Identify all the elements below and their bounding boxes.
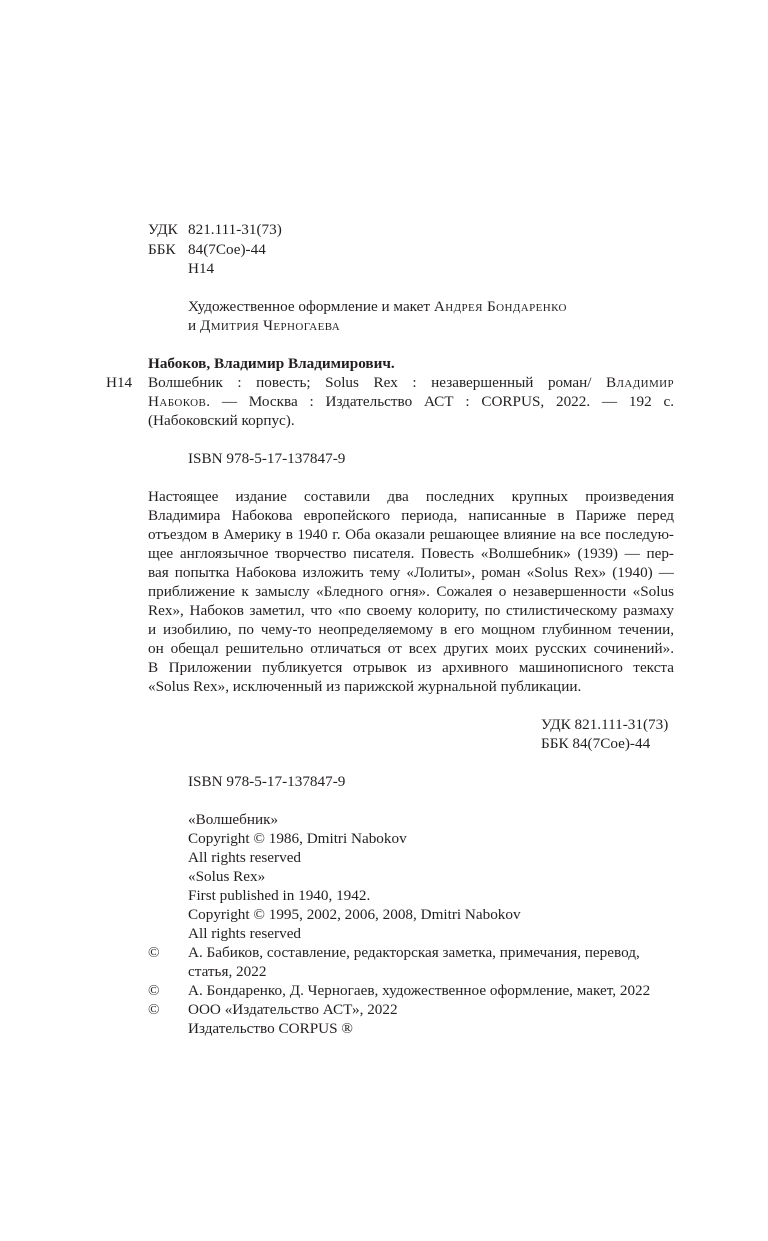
annotation-last-line: «Solus Rex», исключенный из парижской журнальной публикации.: [148, 678, 582, 695]
design-credit-line-1: [188, 297, 567, 316]
design-credit-line-2: [188, 316, 340, 335]
bibliography-margin-mark: Н14: [106, 374, 133, 391]
annotation-line: щее англоязычное творчество писателя. Повесть «Волшебник» (1939) — пер-: [148, 545, 674, 562]
bibliography-line-1: [148, 373, 674, 392]
annotation-line: В Приложении публикуется отрывок из архивного машинописного текста: [148, 659, 674, 676]
udk-label: УДК: [148, 221, 178, 238]
copyright-symbol: ©: [148, 1001, 160, 1018]
designer-name-1: Андрея Бондаренко: [433, 298, 567, 315]
bbk-label: ББК: [148, 241, 176, 258]
bibliography-series: (Набоковский корпус).: [148, 412, 295, 429]
copyright-line: All rights reserved: [188, 925, 302, 942]
annotation-line: Владимира Набокова европейского периода, написанные в Париже перед: [148, 507, 674, 524]
bbk-right: ББК 84(7Сое)-44: [541, 735, 651, 752]
copyright-entry-continued: статья, 2022: [188, 963, 267, 980]
isbn-bottom: ISBN 978-5-17-137847-9: [188, 773, 346, 790]
annotation-line: он обещал решительно отличаться от всех других моих русских сочинений».: [148, 640, 674, 657]
bibliography-imprint: . — Москва : Издательство АСТ : CORPUS, 2022. — 192 с.: [206, 393, 674, 410]
isbn-top: ISBN 978-5-17-137847-9: [188, 450, 346, 467]
copyright-entry: А. Бабиков, составление, редакторская заметка, примечания, перевод,: [188, 944, 640, 961]
bibliography-title: Волшебник : повесть; Solus Rex : незавершенный роман/: [148, 374, 606, 391]
bibliography-author-last: Набоков: [148, 393, 207, 410]
bbk-value: 84(7Сое)-44: [188, 241, 266, 258]
udk-value: 821.111-31(73): [188, 221, 282, 238]
publisher-mark: Издательство CORPUS ®: [188, 1020, 353, 1037]
annotation-line: и изобилию, по чему-то неопределяемому в его мощном глубинном течении,: [148, 621, 674, 638]
annotation-line: приближение к замыслу «Бледного огня». Сожалея о незавершенности «Solus: [148, 583, 674, 600]
design-credit-conj: и: [188, 317, 200, 334]
copyright-symbol: ©: [148, 982, 160, 999]
bibliography-line-2: [148, 392, 674, 411]
author-mark: Н14: [188, 260, 215, 277]
annotation-line: Rex», Набоков заметил, что «по своему колориту, по стилистическому размаху: [148, 602, 674, 619]
annotation-line: Настоящее издание составили два последних крупных произведения: [148, 488, 674, 505]
copyright-symbol: ©: [148, 944, 160, 961]
bibliography-author: Набоков, Владимир Владимирович.: [148, 355, 395, 372]
copyright-entry: А. Бондаренко, Д. Черногаев, художественное оформление, макет, 2022: [188, 982, 651, 999]
bibliography-author-first: Владимир: [605, 374, 674, 391]
annotation-line: отъездом в Америку в 1940 г. Оба оказали решающее влияние на все последую-: [148, 526, 674, 543]
copyright-line: Copyright © 1995, 2002, 2006, 2008, Dmitri Nabokov: [188, 906, 521, 923]
copyright-line: First published in 1940, 1942.: [188, 887, 371, 904]
udk-right: УДК 821.111-31(73): [541, 716, 669, 733]
copyright-line: All rights reserved: [188, 849, 302, 866]
annotation-line: вая попытка Набокова изложить тему «Лолиты», роман «Solus Rex» (1940) —: [148, 564, 674, 581]
design-credit-text: Художественное оформление и макет: [188, 298, 434, 315]
copyright-line: «Волшебник»: [188, 811, 279, 828]
copyright-line: Copyright © 1986, Dmitri Nabokov: [188, 830, 407, 847]
copyright-line: «Solus Rex»: [188, 868, 266, 885]
copyright-entry: ООО «Издательство АСТ», 2022: [188, 1001, 398, 1018]
designer-name-2: Дмитрия Черногаева: [199, 317, 341, 334]
